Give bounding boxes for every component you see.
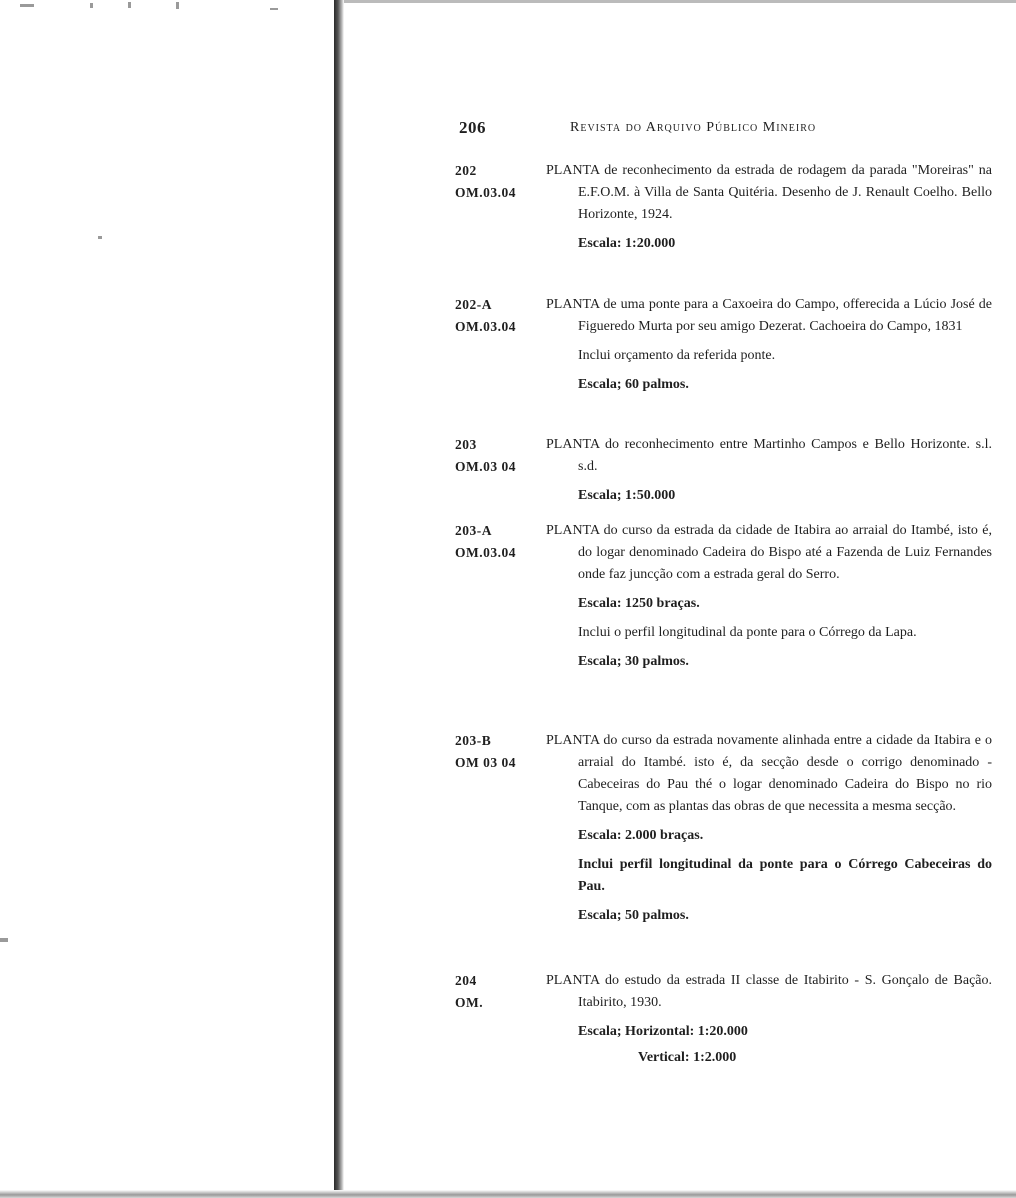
running-title: Revista do Arquivo Público Mineiro (570, 120, 817, 135)
entry-description: PLANTA do reconhecimento entre Martinho Campos e Bello Horizonte. s.l. s.d. (546, 437, 992, 474)
entry-number: 203-A (455, 523, 492, 538)
entry-description: PLANTA do curso da estrada da cidade de Itabira ao arraial do Itambé, isto é, do logar denominado Cadeira do Bispo até a Fazenda de Luiz Fernandes onde faz juncção com a estrada geral do Serro. (546, 523, 992, 582)
entry-scale: Escala; 30 palmos. (578, 654, 689, 669)
entry-body (546, 160, 992, 255)
entry-scale-vertical: Vertical: 1:2.000 (638, 1050, 737, 1065)
entry-body (546, 434, 992, 507)
page-header (455, 118, 995, 140)
entry-body (546, 970, 992, 1069)
entry-id (455, 434, 545, 478)
entry-number: 203-B (455, 733, 492, 748)
entry-id (455, 294, 545, 338)
entry-id (455, 160, 545, 204)
entry-scale: Escala; 60 palmos. (578, 377, 689, 392)
entry-id (455, 730, 545, 774)
entry-number: 203 (455, 437, 477, 452)
entry-code: OM. (455, 995, 484, 1010)
entry-description: PLANTA de reconhecimento da estrada de rodagem da parada "Moreiras" na E.F.O.M. à Villa de Santa Quitéria. Desenho de J. Renault Coelho. Bello Horizonte, 1924. (546, 163, 992, 222)
entry-code: OM.03.04 (455, 319, 516, 334)
entry-description: PLANTA de uma ponte para a Caxoeira do Campo, offerecida a Lúcio José de Figueredo Murta por seu amigo Dezerat. Cachoeira do Campo, 1831 (546, 297, 992, 334)
entry-code: OM.03.04 (455, 185, 516, 200)
facing-page-margin (0, 0, 334, 1198)
entry-code: OM.03.04 (455, 545, 516, 560)
entry-scale: Escala; 50 palmos. (578, 908, 689, 923)
entry-number: 202-A (455, 297, 492, 312)
entry-description: PLANTA do curso da estrada novamente alinhada entre a cidade da Itabira e o arraial do Itambé. isto é, da secção desde o corrigo denominado - Cabeceiras do Pau thé o logar denominado Cadeira do Bispo no rio Tanque, com as plantas das obras de que necessita a mesma secção. (546, 733, 992, 814)
entry-scale: Escala: 1:20.000 (578, 236, 676, 251)
entry-note: Inclui perfil longitudinal da ponte para o Córrego Cabeceiras do Pau. (578, 857, 992, 894)
entry-scale: Escala: 2.000 braças. (578, 828, 704, 843)
page-number: 206 (459, 118, 486, 137)
entry-id (455, 970, 545, 1014)
entry-body (546, 730, 992, 927)
entry-scale: Escala: 1250 braças. (578, 596, 700, 611)
entry-body (546, 294, 992, 396)
entry-scale: Escala; 1:50.000 (578, 488, 676, 503)
entry-number: 202 (455, 163, 477, 178)
entry-id (455, 520, 545, 564)
entry-note: Inclui o perfil longitudinal da ponte para o Córrego da Lapa. (578, 625, 917, 640)
entry-body (546, 520, 992, 673)
entry-note: Inclui orçamento da referida ponte. (578, 348, 776, 363)
entry-code: OM 03 04 (455, 755, 516, 770)
entry-scale-horizontal: Escala; Horizontal: 1:20.000 (578, 1024, 748, 1039)
bottom-edge (0, 1190, 1016, 1198)
book-gutter (334, 0, 344, 1198)
entry-description: PLANTA do estudo da estrada II classe de Itabirito - S. Gonçalo de Bação. Itabirito, 1930. (546, 973, 992, 1010)
entry-number: 204 (455, 973, 477, 988)
top-edge (344, 0, 1016, 3)
entry-code: OM.03 04 (455, 459, 516, 474)
